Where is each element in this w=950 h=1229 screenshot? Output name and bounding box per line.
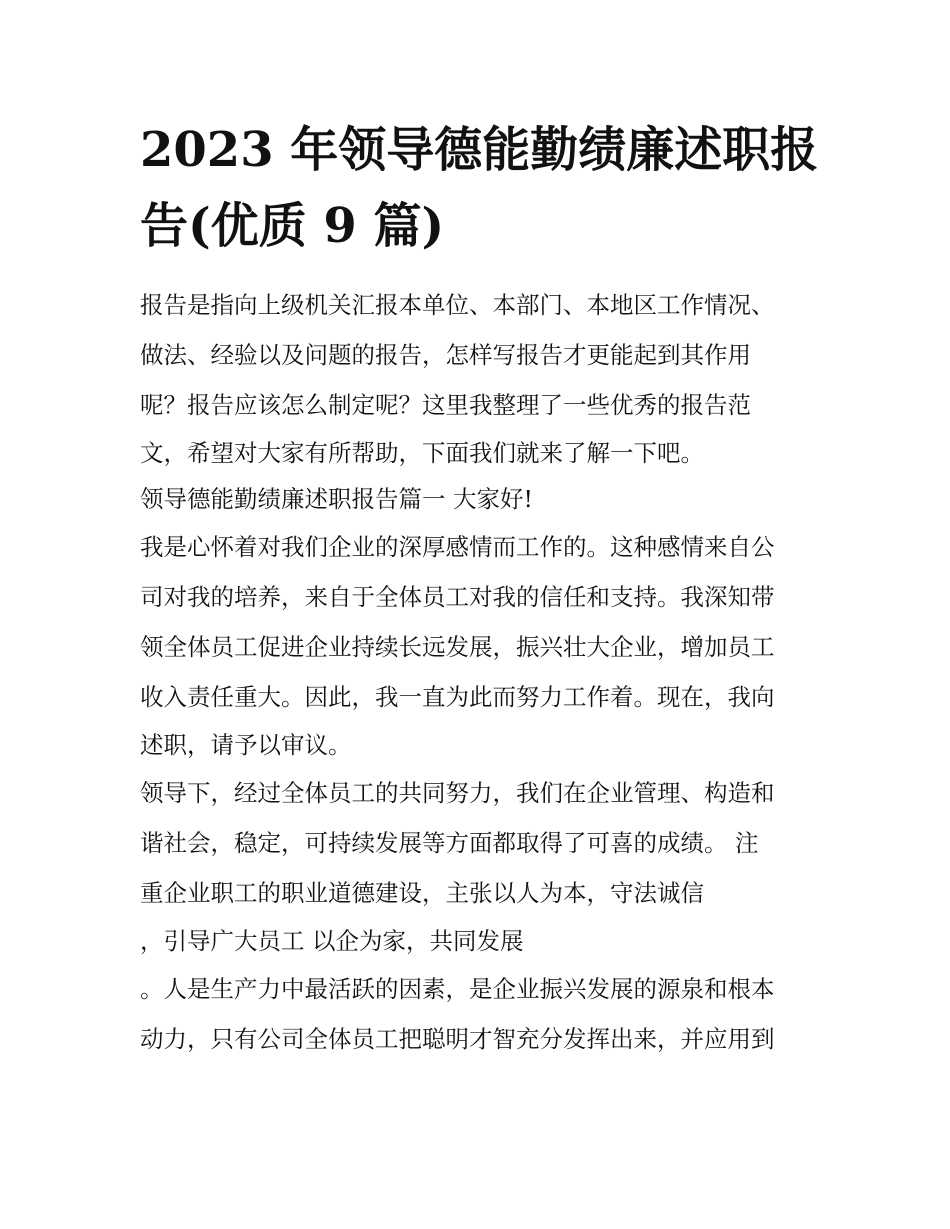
- body-line: 述职，请予以审议。: [140, 731, 352, 759]
- body-line: 领全体员工促进企业持续长远发展，振兴壮大企业，增加员工: [140, 633, 775, 661]
- body-line: 文，希望对大家有所帮助，下面我们就来了解一下吧。: [140, 439, 704, 467]
- body-line: 领导下，经过全体员工的共同努力，我们在企业管理、构造和: [140, 779, 775, 807]
- body-line: 呢？报告应该怎么制定呢？这里我整理了一些优秀的报告范: [140, 391, 751, 419]
- body-line: 。人是生产力中最活跃的因素，是企业振兴发展的源泉和根本: [140, 975, 775, 1003]
- body-line: 我是心怀着对我们企业的深厚感情而工作的。这种感情来自公: [140, 533, 775, 561]
- body-line: 重企业职工的职业道德建设，主张以人为本，守法诚信: [140, 879, 704, 907]
- document-title: [140, 112, 820, 264]
- body-line: 收入责任重大。因此，我一直为此而努力工作着。现在，我向: [140, 683, 775, 711]
- title-line: 2023 年领导德能勤绩廉述职报: [140, 122, 819, 178]
- title-line: 告(优质 9 篇): [140, 198, 445, 254]
- body-line: ，引导广大员工 以企为家，共同发展: [140, 927, 524, 955]
- section-heading: 领导德能勤绩廉述职报告篇一 大家好!: [140, 485, 533, 513]
- body-line: 动力，只有公司全体员工把聪明才智充分发挥出来，并应用到: [140, 1025, 775, 1053]
- body-line: 司对我的培养，来自于全体员工对我的信任和支持。我深知带: [140, 583, 775, 611]
- body-line: 报告是指向上级机关汇报本单位、本部门、本地区工作情况、: [140, 291, 775, 319]
- body-line: 谐社会，稳定，可持续发展等方面都取得了可喜的成绩。 注: [140, 829, 759, 857]
- body-line: 做法、经验以及问题的报告，怎样写报告才更能起到其作用: [140, 341, 751, 369]
- document-body: [140, 280, 830, 1064]
